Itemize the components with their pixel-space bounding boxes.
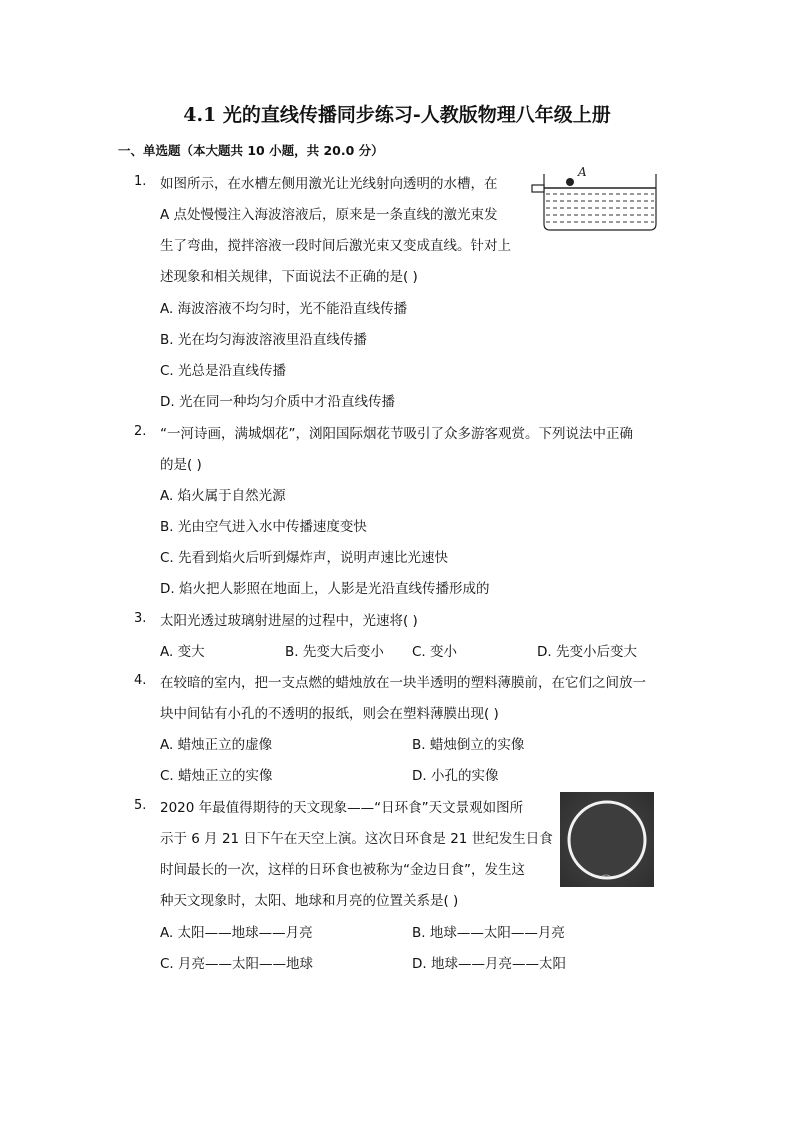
- option-c: C. 变小: [412, 644, 458, 660]
- question-line: 生了弯曲，搅拌溶液一段时间后激光束又变成直线。针对上: [160, 238, 511, 254]
- option-c: C. 光总是沿直线传播: [160, 363, 287, 379]
- question-number: 3.: [134, 611, 147, 626]
- question-line: 太阳光透过玻璃射进屋的过程中，光速将( ): [160, 613, 418, 629]
- option-a: A. 蜡烛正立的虚像: [160, 737, 273, 753]
- option-b: B. 地球——太阳——月亮: [412, 925, 565, 941]
- option-b: B. 蜡烛倒立的实像: [412, 737, 525, 753]
- question-line: 时间最长的一次，这样的日环食也被称为“金边日食”，发生这: [160, 862, 525, 878]
- water-dashes: [546, 194, 654, 222]
- option-d: D. 焰火把人影照在地面上，人影是光沿直线传播形成的: [160, 581, 490, 597]
- question-number: 2.: [134, 424, 147, 439]
- question-line: 如图所示，在水槽左侧用激光让光线射向透明的水槽，在: [160, 176, 498, 192]
- option-d: D. 小孔的实像: [412, 768, 499, 784]
- laser-source: [532, 185, 544, 192]
- option-a: A. 变大: [160, 644, 205, 660]
- question-line: 种天文现象时，太阳、地球和月亮的位置关系是( ): [160, 893, 459, 909]
- option-b: B. 先变大后变小: [285, 644, 384, 660]
- question-number: 1.: [134, 174, 147, 189]
- question-line: A 点处慢慢注入海波溶液后，原来是一条直线的激光束发: [160, 207, 498, 223]
- option-d: D. 先变小后变大: [537, 644, 637, 660]
- question-line: 在较暗的室内，把一支点燃的蜡烛放在一块半透明的塑料薄膜前，在它们之间放一: [160, 675, 646, 691]
- question-line: 的是( ): [160, 457, 202, 473]
- question-number: 5.: [134, 798, 147, 813]
- point-a-label: A: [578, 165, 587, 179]
- option-d: D. 光在同一种均匀介质中才沿直线传播: [160, 394, 395, 410]
- option-d: D. 地球——月亮——太阳: [412, 956, 566, 972]
- question-line: 示于 6 月 21 日下午在天空上演。这次日环食是 21 世纪发生日食: [160, 831, 553, 847]
- page-title: 4.1 光的直线传播同步练习-人教版物理八年级上册: [183, 104, 611, 126]
- option-c: C. 先看到焰火后听到爆炸声，说明声速比光速快: [160, 550, 449, 566]
- question-number: 4.: [134, 673, 147, 688]
- option-b: B. 光由空气进入水中传播速度变快: [160, 519, 367, 535]
- option-a: A. 海波溶液不均匀时，光不能沿直线传播: [160, 301, 408, 317]
- option-c: C. 月亮——太阳——地球: [160, 956, 314, 972]
- option-a: A. 太阳——地球——月亮: [160, 925, 313, 941]
- question-line: 2020 年最值得期待的天文现象——“日环食”天文景观如图所: [160, 800, 524, 816]
- section-heading: 一、单选题（本大题共 10 小题，共 20.0 分）: [118, 143, 384, 158]
- question-line: 述现象和相关规律，下面说法不正确的是( ): [160, 269, 418, 285]
- option-b: B. 光在均匀海波溶液里沿直线传播: [160, 332, 367, 348]
- option-a: A. 焰火属于自然光源: [160, 488, 286, 504]
- point-a-marker: [566, 178, 574, 186]
- option-c: C. 蜡烛正立的实像: [160, 768, 273, 784]
- question-line: 块中间钻有小孔的不透明的报纸，则会在塑料薄膜出现( ): [160, 706, 499, 722]
- water-tank-figure: [530, 164, 660, 236]
- question-line: “一河诗画，满城烟花”，浏阳国际烟花节吸引了众多游客观赏。下列说法中正确: [160, 426, 633, 442]
- annular-eclipse-image: [560, 792, 654, 887]
